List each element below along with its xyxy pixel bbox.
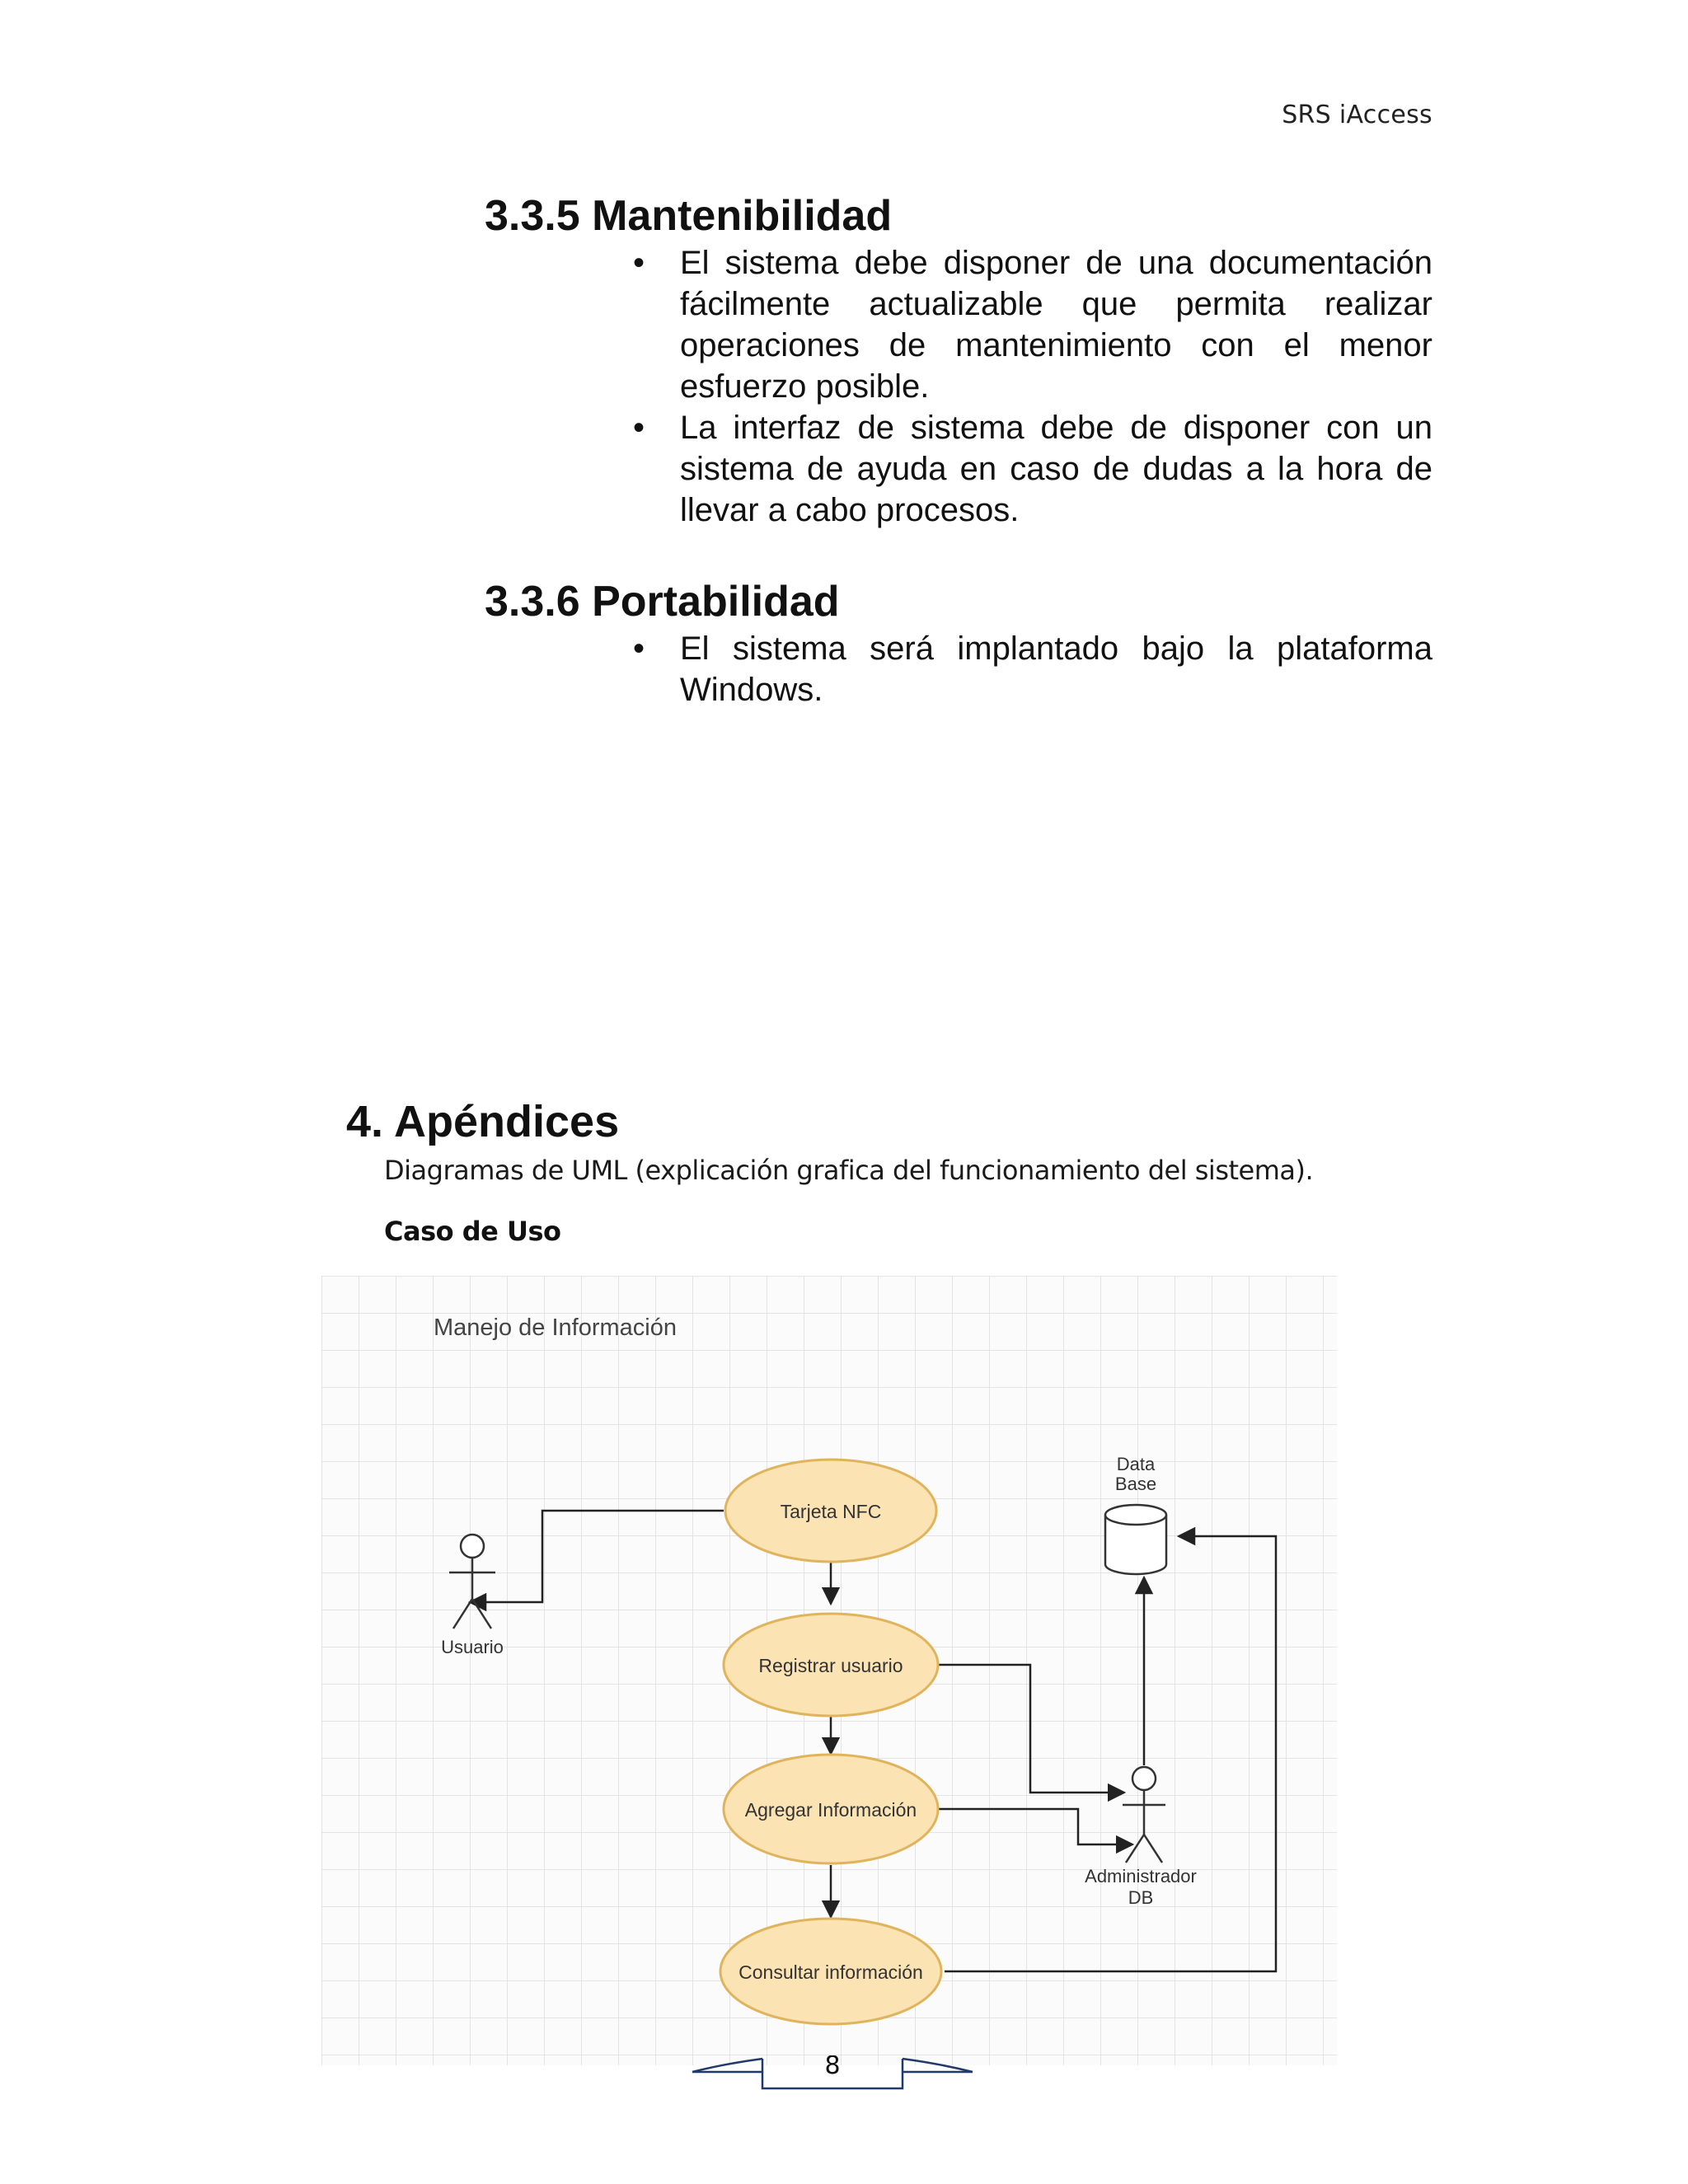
section-mantenibilidad	[485, 191, 1432, 531]
bullet-item: • El sistema debe disponer de una documentación fácilmente actualizable que permita realizar operaciones de mantenimiento con el menor esfuerzo posible.	[485, 242, 1432, 407]
actor-admin-label-line2: DB	[1128, 1887, 1154, 1908]
bullet-item: • La interfaz de sistema debe de disponer con un sistema de ayuda en caso de dudas a la hora de llevar a cabo procesos.	[485, 407, 1432, 531]
appendix-title: 4. Apéndices	[346, 1097, 620, 1146]
database-label-line2: Base	[1114, 1474, 1157, 1494]
footer-decoration-left	[692, 2059, 762, 2072]
section-title: 3.3.6 Portabilidad	[485, 578, 840, 626]
use-case-label: Tarjeta NFC	[780, 1501, 882, 1522]
footer-decoration-right	[903, 2059, 973, 2072]
actor-icon	[461, 1535, 484, 1558]
use-case-label: Registrar usuario	[758, 1655, 903, 1676]
appendix-description: Diagramas de UML (explicación grafica del funcionamiento del sistema).	[384, 1155, 1314, 1186]
bullet-icon: •	[633, 410, 645, 446]
section-title: 3.3.5 Mantenibilidad	[485, 192, 893, 240]
bullet-item: • El sistema será implantado bajo la plataforma Windows.	[485, 628, 1432, 710]
database-icon	[1105, 1505, 1166, 1574]
bullet-icon: •	[633, 630, 645, 667]
actor-admin-label-line1: Administrador	[1085, 1866, 1197, 1886]
section-portabilidad	[485, 577, 1432, 710]
page-number: 8	[824, 2055, 841, 2080]
bullet-icon: •	[633, 245, 645, 281]
actor-usuario-label: Usuario	[441, 1637, 504, 1657]
diagram-title: Manejo de Información	[434, 1315, 677, 1341]
appendix-subtitle: Caso de Uso	[384, 1216, 561, 1247]
use-case-agregar-informacion	[724, 1755, 938, 1863]
page-number-footer	[0, 2055, 1688, 2105]
database-label-line1: Data	[1116, 1454, 1156, 1474]
bullet-list	[485, 628, 1432, 710]
actor-icon	[1132, 1767, 1156, 1790]
use-case-registrar-usuario	[724, 1614, 938, 1716]
use-case-label: Agregar Información	[744, 1799, 917, 1821]
use-case-label: Consultar información	[738, 1961, 923, 1983]
use-case-consultar-informacion	[720, 1919, 941, 2024]
document-header-title: SRS iAccess	[1282, 101, 1432, 129]
use-case-tarjeta-nfc	[725, 1460, 936, 1562]
use-case-diagram	[321, 1276, 1337, 2065]
bullet-list	[485, 242, 1432, 531]
